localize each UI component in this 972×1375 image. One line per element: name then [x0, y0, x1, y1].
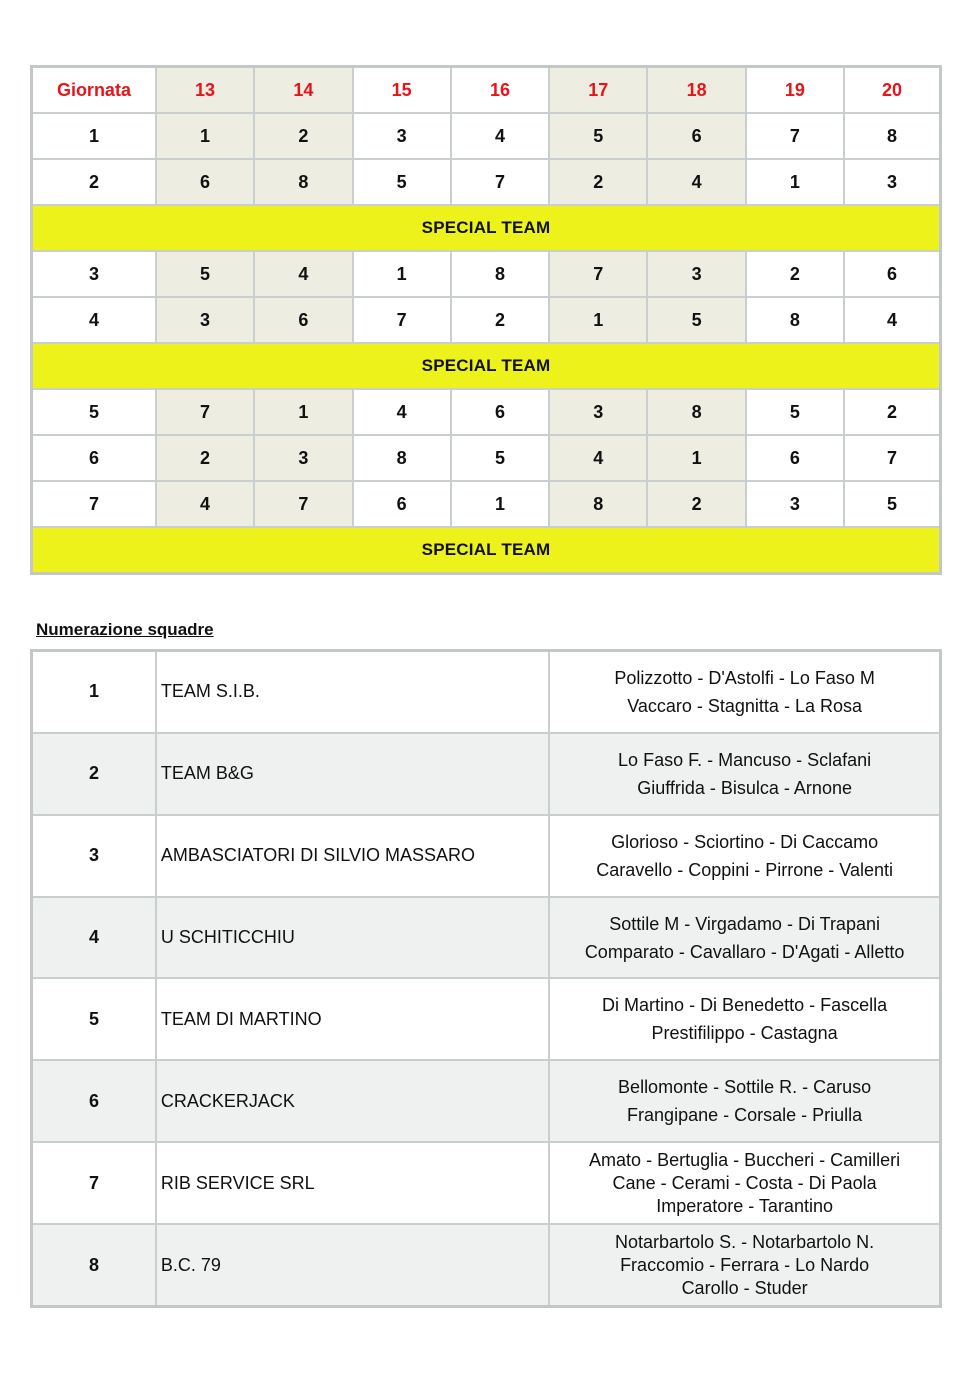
player-line: Sottile M - Virgadamo - Di Trapani	[609, 913, 880, 934]
player-line: Frangipane - Corsale - Priulla	[627, 1105, 863, 1126]
player-line: Cane - Cerami - Costa - Di Paola	[612, 1172, 877, 1193]
schedule-header-row	[32, 67, 941, 114]
team-number-cell: 5	[746, 389, 844, 435]
team-number-cell: 5	[647, 297, 745, 343]
team-number: 3	[32, 815, 156, 897]
special-team-row	[32, 205, 941, 251]
team-number: 2	[32, 733, 156, 815]
giornata-header: Giornata	[32, 67, 156, 114]
player-line: Amato - Bertuglia - Buccheri - Camilleri	[589, 1149, 901, 1170]
team-players	[549, 651, 940, 733]
player-line: Imperatore - Tarantino	[656, 1195, 833, 1216]
player-line: Vaccaro - Stagnitta - La Rosa	[627, 695, 862, 716]
schedule-row	[32, 251, 941, 297]
team-number-cell: 6	[647, 113, 745, 159]
team-number-cell: 4	[353, 389, 451, 435]
schedule-row	[32, 159, 941, 205]
team-number-cell: 8	[746, 297, 844, 343]
team-number-cell: 7	[844, 435, 940, 481]
team-number-cell: 6	[746, 435, 844, 481]
player-line: Carollo - Studer	[681, 1277, 808, 1298]
team-number-cell: 7	[549, 251, 647, 297]
team-number-cell: 3	[254, 435, 352, 481]
team-number-cell: 7	[746, 113, 844, 159]
round-header: 13	[156, 67, 254, 114]
player-line: Bellomonte - Sottile R. - Caruso	[618, 1077, 872, 1098]
team-number-cell: 3	[746, 481, 844, 527]
team-number-cell: 2	[451, 297, 549, 343]
match-number: 2	[32, 159, 156, 205]
team-number-cell: 1	[353, 251, 451, 297]
round-header: 20	[844, 67, 940, 114]
team-number-cell: 3	[353, 113, 451, 159]
team-number-cell: 5	[844, 481, 940, 527]
match-number: 1	[32, 113, 156, 159]
team-number-cell: 6	[254, 297, 352, 343]
team-number-cell: 6	[844, 251, 940, 297]
team-name: TEAM B&G	[156, 733, 549, 815]
team-number-cell: 4	[844, 297, 940, 343]
team-number-cell: 4	[549, 435, 647, 481]
team-number-cell: 8	[451, 251, 549, 297]
round-header: 17	[549, 67, 647, 114]
player-line: Caravello - Coppini - Pirrone - Valenti	[596, 859, 893, 880]
player-line: Prestifilippo - Castagna	[651, 1023, 838, 1044]
team-number-cell: 5	[549, 113, 647, 159]
team-number-cell: 2	[647, 481, 745, 527]
team-name: B.C. 79	[156, 1224, 549, 1306]
team-number-cell: 6	[156, 159, 254, 205]
round-header: 16	[451, 67, 549, 114]
team-number-cell: 8	[254, 159, 352, 205]
team-number: 4	[32, 897, 156, 979]
teams-section-title: Numerazione squadre	[36, 620, 214, 639]
team-number-cell: 4	[451, 113, 549, 159]
team-number-cell: 3	[156, 297, 254, 343]
team-row	[32, 733, 941, 815]
team-number: 7	[32, 1142, 156, 1224]
team-row	[32, 1142, 941, 1224]
team-row	[32, 1060, 941, 1142]
special-team-label: SPECIAL TEAM	[32, 343, 941, 389]
match-number: 3	[32, 251, 156, 297]
match-number: 5	[32, 389, 156, 435]
team-number-cell: 6	[451, 389, 549, 435]
team-number-cell: 1	[746, 159, 844, 205]
team-number-cell: 2	[156, 435, 254, 481]
team-number-cell: 8	[353, 435, 451, 481]
team-number-cell: 2	[549, 159, 647, 205]
player-line: Fraccomio - Ferrara - Lo Nardo	[620, 1254, 870, 1275]
round-header: 18	[647, 67, 745, 114]
team-number-cell: 8	[549, 481, 647, 527]
round-header: 19	[746, 67, 844, 114]
team-number-cell: 5	[451, 435, 549, 481]
special-team-label: SPECIAL TEAM	[32, 205, 941, 251]
team-number-cell: 4	[254, 251, 352, 297]
team-name: U SCHITICCHIU	[156, 897, 549, 979]
team-number-cell: 2	[254, 113, 352, 159]
special-team-row	[32, 527, 941, 574]
player-line: Polizzotto - D'Astolfi - Lo Faso M	[614, 667, 875, 688]
team-row	[32, 978, 941, 1060]
player-line: Di Martino - Di Benedetto - Fascella	[602, 995, 888, 1016]
team-row	[32, 651, 941, 733]
team-number-cell: 6	[353, 481, 451, 527]
team-players	[549, 733, 940, 815]
special-team-label: SPECIAL TEAM	[32, 527, 941, 574]
player-line: Glorioso - Sciortino - Di Caccamo	[611, 831, 879, 852]
team-players	[549, 1224, 940, 1306]
round-header: 14	[254, 67, 352, 114]
team-number-cell: 7	[353, 297, 451, 343]
team-row	[32, 815, 941, 897]
team-number-cell: 3	[844, 159, 940, 205]
match-number: 6	[32, 435, 156, 481]
schedule-row	[32, 113, 941, 159]
team-number: 6	[32, 1060, 156, 1142]
team-number-cell: 1	[647, 435, 745, 481]
player-line: Lo Faso F. - Mancuso - Sclafani	[618, 749, 872, 770]
team-number-cell: 7	[451, 159, 549, 205]
team-players	[549, 1142, 940, 1224]
schedule-row	[32, 297, 941, 343]
schedule-row	[32, 435, 941, 481]
team-players	[549, 897, 940, 979]
team-number-cell: 8	[647, 389, 745, 435]
team-number-cell: 4	[647, 159, 745, 205]
team-number: 8	[32, 1224, 156, 1306]
team-row	[32, 897, 941, 979]
team-number-cell: 7	[156, 389, 254, 435]
team-number-cell: 5	[156, 251, 254, 297]
team-name: CRACKERJACK	[156, 1060, 549, 1142]
team-number-cell: 1	[156, 113, 254, 159]
team-number: 1	[32, 651, 156, 733]
team-name: TEAM S.I.B.	[156, 651, 549, 733]
team-number-cell: 1	[549, 297, 647, 343]
match-number: 7	[32, 481, 156, 527]
teams-table	[30, 649, 942, 1308]
team-name: AMBASCIATORI DI SILVIO MASSARO	[156, 815, 549, 897]
team-players	[549, 978, 940, 1060]
team-number-cell: 3	[549, 389, 647, 435]
player-line: Giuffrida - Bisulca - Arnone	[637, 777, 852, 798]
team-number-cell: 2	[746, 251, 844, 297]
match-number: 4	[32, 297, 156, 343]
schedule-row	[32, 389, 941, 435]
team-name: TEAM DI MARTINO	[156, 978, 549, 1060]
team-players	[549, 1060, 940, 1142]
player-line: Notarbartolo S. - Notarbartolo N.	[615, 1231, 875, 1252]
team-name: RIB SERVICE SRL	[156, 1142, 549, 1224]
team-number-cell: 1	[451, 481, 549, 527]
team-number-cell: 4	[156, 481, 254, 527]
team-number-cell: 7	[254, 481, 352, 527]
team-number-cell: 3	[647, 251, 745, 297]
team-number-cell: 1	[254, 389, 352, 435]
special-team-row	[32, 343, 941, 389]
team-players	[549, 815, 940, 897]
round-header: 15	[353, 67, 451, 114]
schedule-table	[30, 65, 942, 575]
team-number: 5	[32, 978, 156, 1060]
team-number-cell: 5	[353, 159, 451, 205]
schedule-row	[32, 481, 941, 527]
team-number-cell: 2	[844, 389, 940, 435]
team-row	[32, 1224, 941, 1306]
team-number-cell: 8	[844, 113, 940, 159]
player-line: Comparato - Cavallaro - D'Agati - Alletto	[584, 941, 905, 962]
